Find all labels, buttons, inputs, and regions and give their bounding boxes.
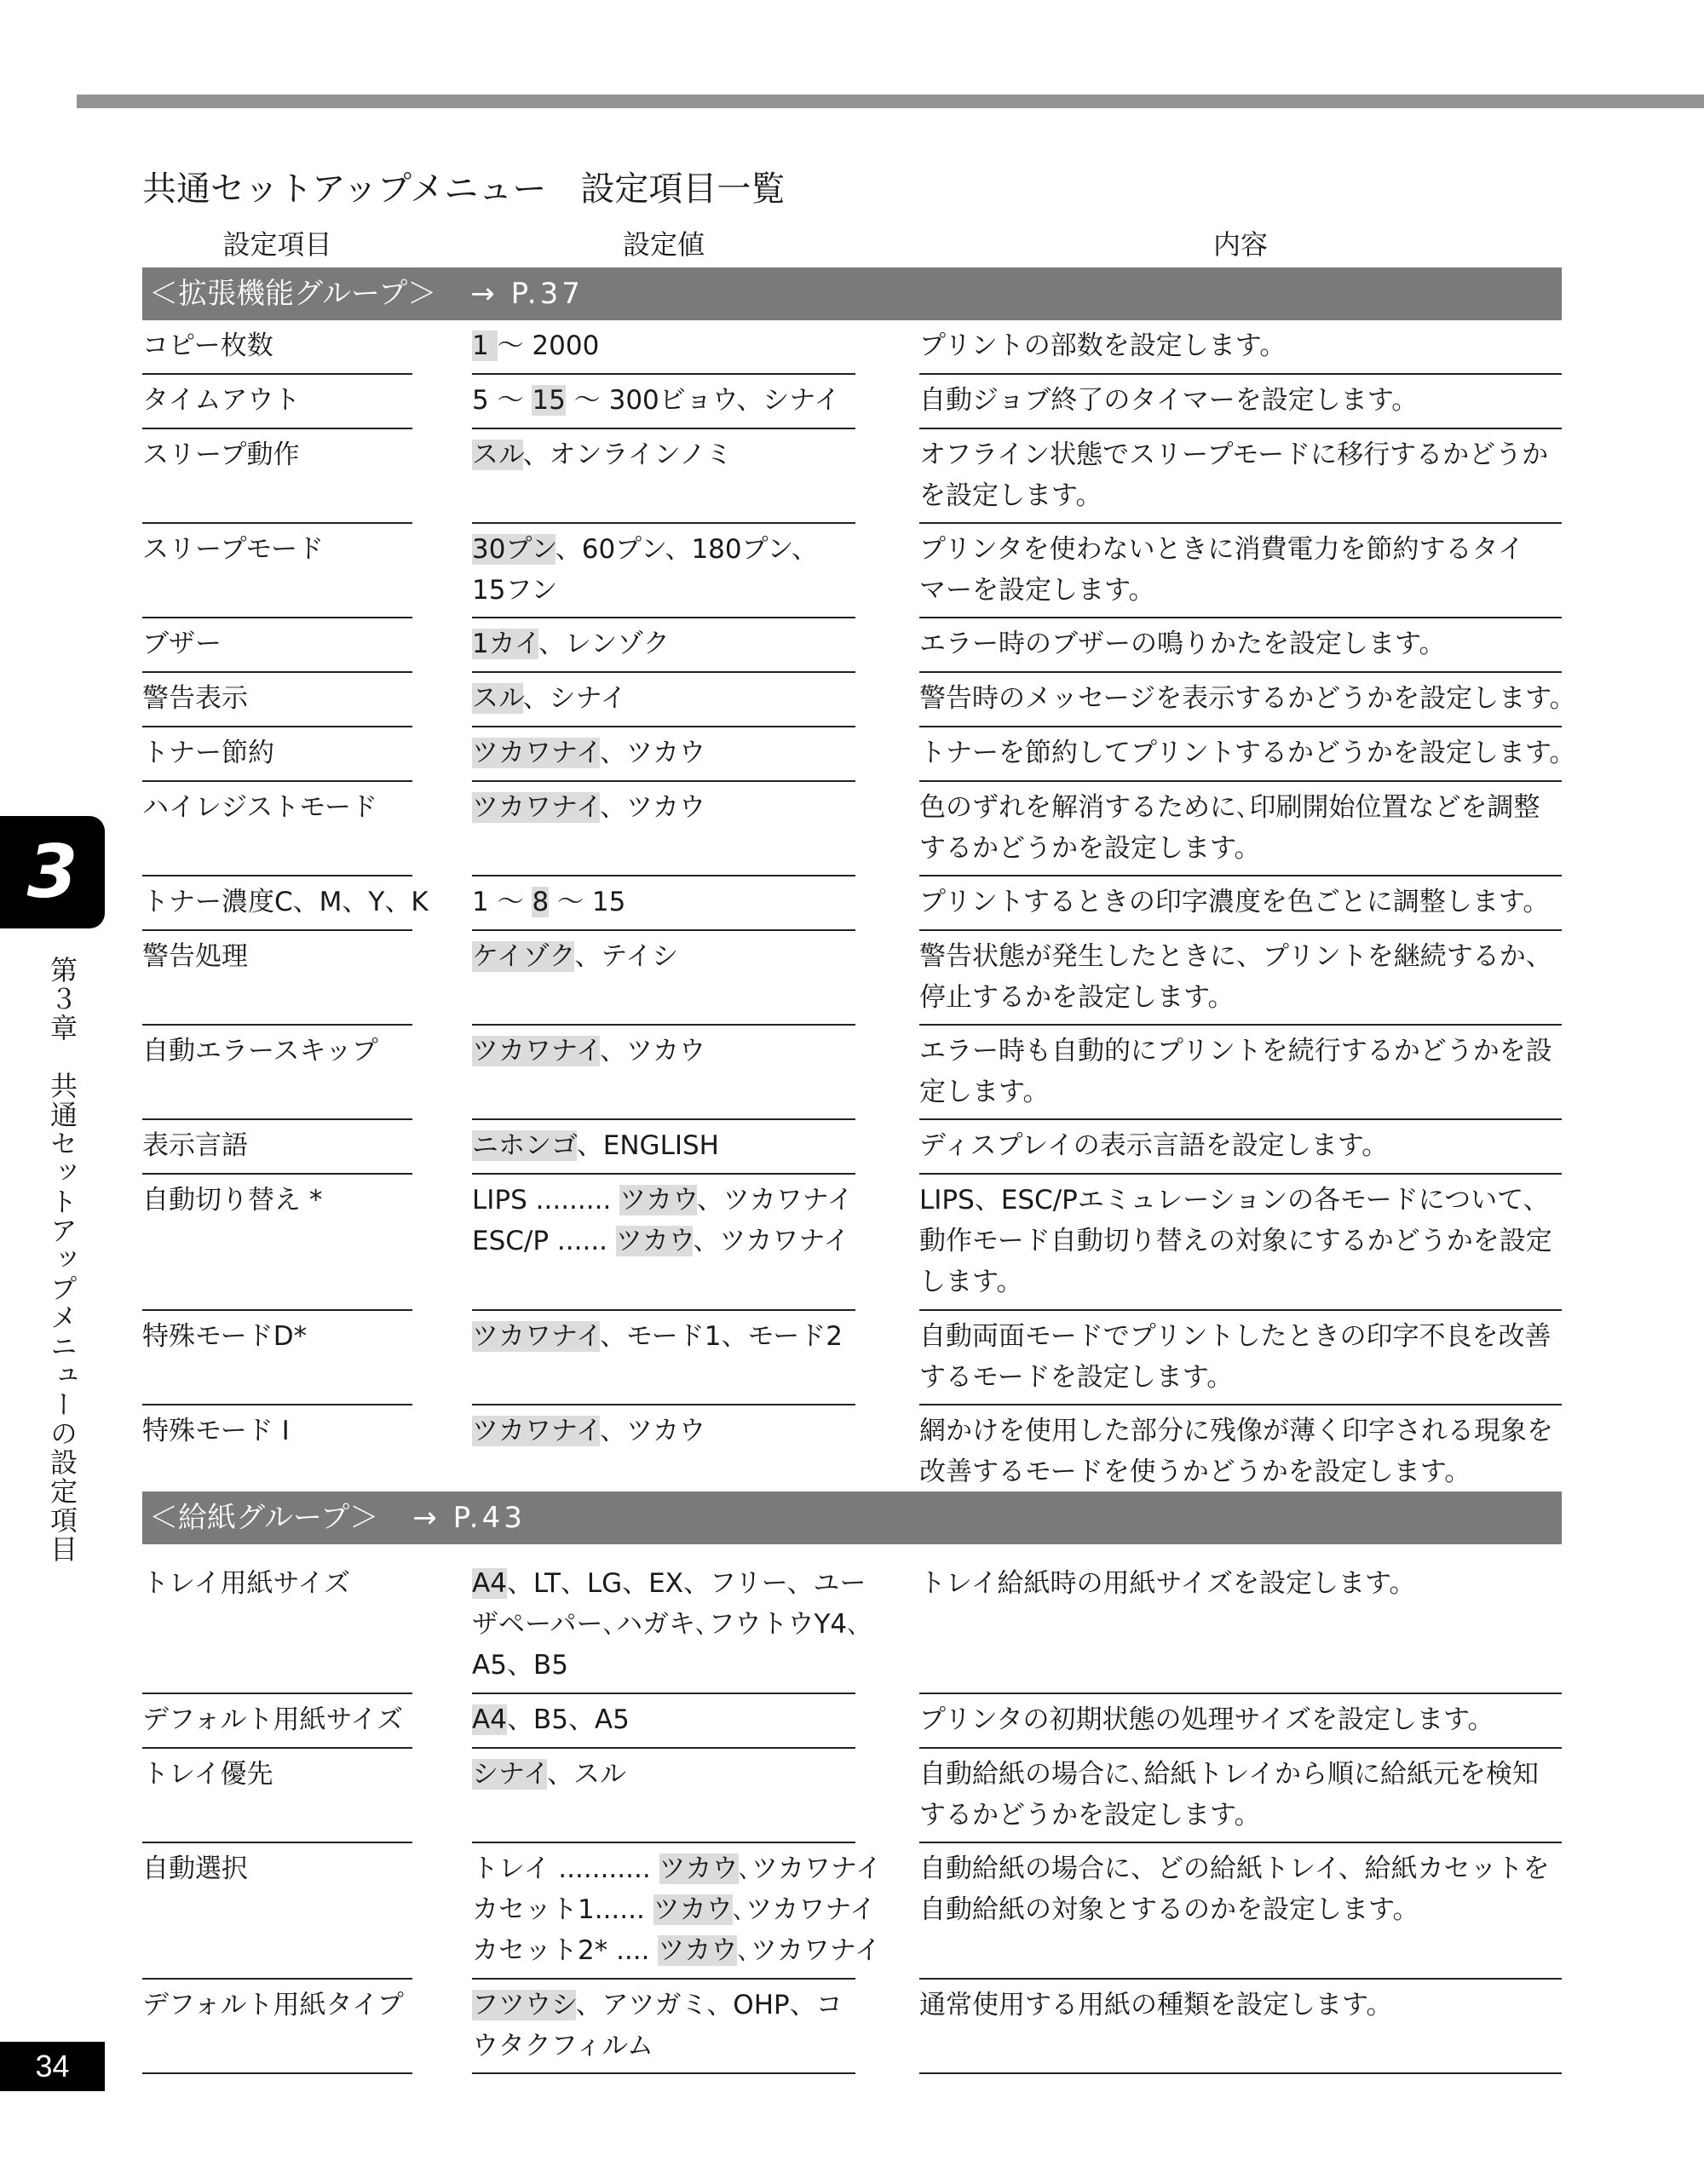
setting-values <box>472 1175 855 1311</box>
description-line: 通常使用する用紙の種類を設定します。 <box>919 1990 1393 2020</box>
setting-values <box>472 1558 866 1694</box>
setting-description <box>919 1694 1562 1749</box>
value-text: 、60プン、180プン、 <box>555 534 818 565</box>
value-text: ､ツカワナイ <box>737 1935 881 1966</box>
default-value: 1カイ <box>472 629 539 659</box>
value-text: 、モード1、モード2 <box>600 1321 843 1352</box>
default-value: A4 <box>472 1704 507 1735</box>
default-value: ツカウ <box>658 1935 738 1966</box>
value-text: ザペーパー､ハガキ､フウトウY4､ <box>472 1609 861 1640</box>
value-text: 1 ～ <box>472 887 532 917</box>
setting-description <box>919 524 1562 618</box>
value-text: 、LT、LG、EX、フリー、ユー <box>506 1568 866 1599</box>
description-line: 定します。 <box>919 1077 1050 1107</box>
default-value: フツウシ <box>472 1990 576 2020</box>
table-row <box>142 1843 1562 1980</box>
value-line <box>472 1848 882 1889</box>
page-number: 34 <box>0 2042 105 2091</box>
default-value: スル <box>472 440 523 470</box>
value-text: 、オンラインノミ <box>522 440 733 470</box>
default-value: 15 <box>532 385 566 416</box>
value-text: カセット1...... <box>472 1894 653 1925</box>
value-text: 、テイシ <box>574 941 679 972</box>
table-row <box>142 876 1562 931</box>
table-row <box>142 782 1562 876</box>
setting-description <box>919 782 1562 876</box>
table-row <box>142 1175 1562 1311</box>
setting-description <box>919 618 1562 673</box>
table-row <box>142 1311 1562 1405</box>
setting-item-name: 自動切り替え * <box>142 1175 412 1311</box>
table-row <box>142 375 1562 429</box>
setting-description <box>919 876 1562 931</box>
description-line: 動作モード自動切り替えの対象にするかどうかを設定 <box>919 1226 1552 1256</box>
description-line: トナーを節約してプリントするかどうかを設定します。 <box>919 738 1576 768</box>
value-line <box>472 1316 855 1357</box>
page-title: 共通セットアップメニュー 設定項目一覧 <box>142 170 786 209</box>
value-line <box>472 733 855 773</box>
value-line <box>472 380 855 421</box>
table-row <box>142 320 1562 375</box>
description-line: するかどうかを設定します。 <box>919 1800 1261 1831</box>
value-line <box>472 1180 855 1221</box>
setting-item-name: トナー濃度C、M、Y、K <box>142 876 412 931</box>
setting-item-name: 表示言語 <box>142 1120 412 1175</box>
value-text: 5 ～ <box>472 385 532 416</box>
description-line: オフライン状態でスリープモードに移行するかどうか <box>919 440 1549 470</box>
value-text: ～ 2000 <box>497 330 600 361</box>
value-text: A5、B5 <box>472 1650 568 1681</box>
table-row <box>142 429 1562 524</box>
setting-values <box>472 320 855 375</box>
setting-item-name: 自動エラースキップ <box>142 1026 412 1120</box>
value-line <box>472 1889 877 1930</box>
table-row <box>142 1405 1562 1500</box>
default-value: ツカワナイ <box>472 738 601 768</box>
table-row <box>142 1026 1562 1120</box>
table-row <box>142 1694 1562 1749</box>
setting-values <box>472 524 855 618</box>
setting-description <box>919 1843 1562 1980</box>
value-line <box>472 434 855 475</box>
table-row <box>142 618 1562 673</box>
default-value: スル <box>472 683 523 714</box>
setting-item-name: トレイ優先 <box>142 1749 412 1843</box>
table-row <box>142 524 1562 618</box>
default-value: ツカワナイ <box>472 792 601 823</box>
value-line <box>472 678 855 719</box>
setting-item-name: トレイ用紙サイズ <box>142 1558 412 1694</box>
default-value: ケイゾク <box>472 941 575 972</box>
default-value: シナイ <box>472 1759 548 1790</box>
setting-item-name: ハイレジストモード <box>142 782 412 876</box>
setting-values <box>472 1120 855 1175</box>
setting-values <box>472 1749 855 1843</box>
setting-description <box>919 727 1576 782</box>
setting-item-name: コピー枚数 <box>142 320 412 375</box>
value-line <box>472 882 855 922</box>
value-line <box>472 1411 855 1451</box>
setting-item-name: トナー節約 <box>142 727 412 782</box>
value-text: トレイ ........... <box>472 1854 659 1884</box>
table-row <box>142 673 1576 727</box>
setting-values <box>472 618 855 673</box>
table-row <box>142 1749 1562 1843</box>
value-line <box>472 1985 855 2026</box>
setting-description <box>919 1175 1562 1311</box>
setting-item-name: 警告表示 <box>142 673 412 727</box>
default-value: ツカウ <box>615 1226 694 1256</box>
setting-values <box>472 1843 882 1980</box>
description-line: 自動給紙の場合に､給紙トレイから順に給紙元を検知 <box>919 1759 1539 1790</box>
table-row <box>142 727 1576 782</box>
description-line: 自動両面モードでプリントしたときの印字不良を改善 <box>919 1321 1551 1352</box>
table-row <box>142 1980 1562 2074</box>
value-text: 、スル <box>547 1759 627 1790</box>
description-line: 自動給紙の対象とするのかを設定します。 <box>919 1894 1419 1925</box>
value-line <box>472 570 855 611</box>
default-value: ツカワナイ <box>472 1416 601 1446</box>
setting-item-name: ブザー <box>142 618 412 673</box>
description-line: 警告時のメッセージを表示するかどうかを設定します。 <box>919 683 1576 714</box>
default-value: ツカワナイ <box>472 1321 601 1352</box>
value-text: 、B5、A5 <box>506 1704 630 1735</box>
description-line: 自動給紙の場合に、どの給紙トレイ、給紙カセットを <box>919 1854 1550 1884</box>
value-line <box>472 1031 855 1072</box>
setting-description <box>919 1749 1562 1843</box>
description-line: プリントの部数を設定します。 <box>919 330 1287 361</box>
setting-description <box>919 1026 1562 1120</box>
value-line <box>472 1604 861 1645</box>
value-text: ､ツカワナイ <box>732 1894 877 1925</box>
value-text: ､ツカワナイ <box>738 1854 882 1884</box>
description-line: エラー時のブザーの鳴りかたを設定します。 <box>919 629 1446 659</box>
setting-item-name: デフォルト用紙タイプ <box>142 1980 412 2074</box>
chapter-tab: 3 <box>0 816 105 928</box>
description-line: 自動ジョブ終了のタイマーを設定します。 <box>919 385 1419 416</box>
value-line <box>472 787 855 828</box>
setting-item-name: スリープモード <box>142 524 412 618</box>
setting-description <box>919 1980 1562 2074</box>
default-value: 8 <box>532 887 550 917</box>
group-header <box>142 267 1562 320</box>
value-line <box>472 1221 855 1262</box>
value-line <box>472 1125 855 1166</box>
setting-values <box>472 727 855 782</box>
description-line: するかどうかを設定します。 <box>919 833 1261 864</box>
setting-values <box>472 1694 855 1749</box>
description-line: プリンタの初期状態の処理サイズを設定します。 <box>919 1704 1494 1735</box>
settings-table-extended <box>142 267 1576 1500</box>
value-text: 、ツカワナイ <box>696 1185 854 1216</box>
setting-item-name: 警告処理 <box>142 931 412 1026</box>
group-header <box>142 1491 1562 1544</box>
description-line: プリントするときの印字濃度を色ごとに調整します。 <box>919 887 1550 917</box>
setting-description <box>919 1120 1562 1175</box>
column-header-value: 設定値 <box>622 228 705 261</box>
table-row <box>142 931 1562 1026</box>
default-value: 30プン <box>472 534 556 565</box>
description-line: プリンタを使わないときに消費電力を節約するタイ <box>919 534 1524 565</box>
group-page-ref: → P.37 <box>470 277 584 311</box>
group-label: ＜給紙グループ＞ <box>149 1501 379 1535</box>
setting-item-name: 特殊モードD* <box>142 1311 412 1405</box>
value-text: LIPS ......... <box>472 1185 620 1216</box>
value-line <box>472 936 855 977</box>
top-rule <box>77 95 1704 108</box>
column-header-item: 設定項目 <box>222 228 332 261</box>
value-text: ～ 300ビョウ、シナイ <box>565 385 841 416</box>
default-value: ツカウ <box>659 1854 739 1884</box>
setting-values <box>472 673 855 727</box>
column-headers <box>142 223 1562 266</box>
value-line <box>472 529 855 570</box>
value-text: 、ツカウ <box>600 792 706 823</box>
description-line: エラー時も自動的にプリントを続行するかどうかを設 <box>919 1036 1552 1066</box>
value-text: カセット2* .... <box>472 1935 659 1966</box>
default-value: ニホンゴ <box>472 1130 577 1161</box>
value-text: ～ 15 <box>549 887 626 917</box>
chapter-title-vertical: 第３章 共通セットアップメニューの設定項目 <box>46 956 78 1564</box>
value-text: 、ツカワナイ <box>693 1226 850 1256</box>
setting-values <box>472 931 855 1026</box>
setting-item-name: 自動選択 <box>142 1843 412 1980</box>
value-text: 、ツカウ <box>600 738 706 768</box>
description-line: します。 <box>919 1267 1023 1297</box>
value-text: 15フン <box>472 575 558 606</box>
default-value: A4 <box>472 1568 507 1599</box>
default-value: ツカウ <box>619 1185 697 1216</box>
setting-values <box>472 782 855 876</box>
value-text: 、レンゾク <box>538 629 670 659</box>
setting-item-name: タイムアウト <box>142 375 412 429</box>
setting-description <box>919 429 1562 524</box>
description-line: マーを設定します。 <box>919 575 1155 606</box>
setting-values <box>472 1311 855 1405</box>
column-header-description: 内容 <box>1212 228 1268 261</box>
setting-values <box>472 429 855 524</box>
description-line: 停止するかを設定します。 <box>919 982 1235 1013</box>
setting-description <box>919 1405 1562 1500</box>
value-line <box>472 1645 855 1686</box>
description-line: 網かけを使用した部分に残像が薄く印字される現象を <box>919 1416 1553 1446</box>
table-row <box>142 1120 1562 1175</box>
value-text: 、アツガミ、OHP、コ <box>575 1990 843 2020</box>
setting-item-name: スリープ動作 <box>142 429 412 524</box>
value-line <box>472 325 855 366</box>
setting-item-name: 特殊モード I <box>142 1405 412 1500</box>
description-line: LIPS、ESC/Pエミュレーションの各モードについて、 <box>919 1185 1550 1216</box>
value-text: 、ツカウ <box>600 1036 706 1066</box>
setting-description <box>919 673 1576 727</box>
value-text: 、ツカウ <box>600 1416 706 1446</box>
default-value: 1 <box>472 330 498 361</box>
description-line: 色のずれを解消するために､印刷開始位置などを調整 <box>919 792 1540 823</box>
setting-values <box>472 375 855 429</box>
description-line: トレイ給紙時の用紙サイズを設定します。 <box>919 1568 1416 1599</box>
setting-description <box>919 931 1562 1026</box>
spacer <box>142 1544 1562 1558</box>
value-line <box>472 1930 881 1971</box>
value-text: ESC/P ...... <box>472 1226 616 1256</box>
description-line: 警告状態が発生したときに、プリントを継続するか、 <box>919 941 1552 972</box>
setting-description <box>919 320 1562 375</box>
settings-table-paper-feed <box>142 1491 1562 2074</box>
description-line: ディスプレイの表示言語を設定します。 <box>919 1130 1389 1161</box>
value-line <box>472 1699 855 1740</box>
setting-description <box>919 1311 1562 1405</box>
value-line <box>472 1754 855 1795</box>
setting-values <box>472 1026 855 1120</box>
value-line <box>472 1563 866 1604</box>
setting-description <box>919 1558 1562 1694</box>
description-line: するモードを設定します。 <box>919 1362 1234 1393</box>
value-text: ウタクフィルム <box>472 2031 653 2061</box>
setting-item-name: デフォルト用紙サイズ <box>142 1694 412 1749</box>
value-text: 、ENGLISH <box>576 1130 719 1161</box>
default-value: ツカウ <box>653 1894 733 1925</box>
value-line <box>472 624 855 664</box>
default-value: ツカワナイ <box>472 1036 601 1066</box>
group-label: ＜拡張機能グループ＞ <box>149 277 437 311</box>
description-line: 改善するモードを使うかどうかを設定します。 <box>919 1457 1471 1487</box>
value-text: 、シナイ <box>522 683 627 714</box>
description-line: を設定します。 <box>919 480 1102 511</box>
group-page-ref: → P.43 <box>412 1501 526 1535</box>
setting-values <box>472 876 855 931</box>
setting-values <box>472 1405 855 1500</box>
setting-description <box>919 375 1562 429</box>
setting-values <box>472 1980 855 2074</box>
value-line <box>472 2026 855 2066</box>
table-row <box>142 1558 1562 1694</box>
